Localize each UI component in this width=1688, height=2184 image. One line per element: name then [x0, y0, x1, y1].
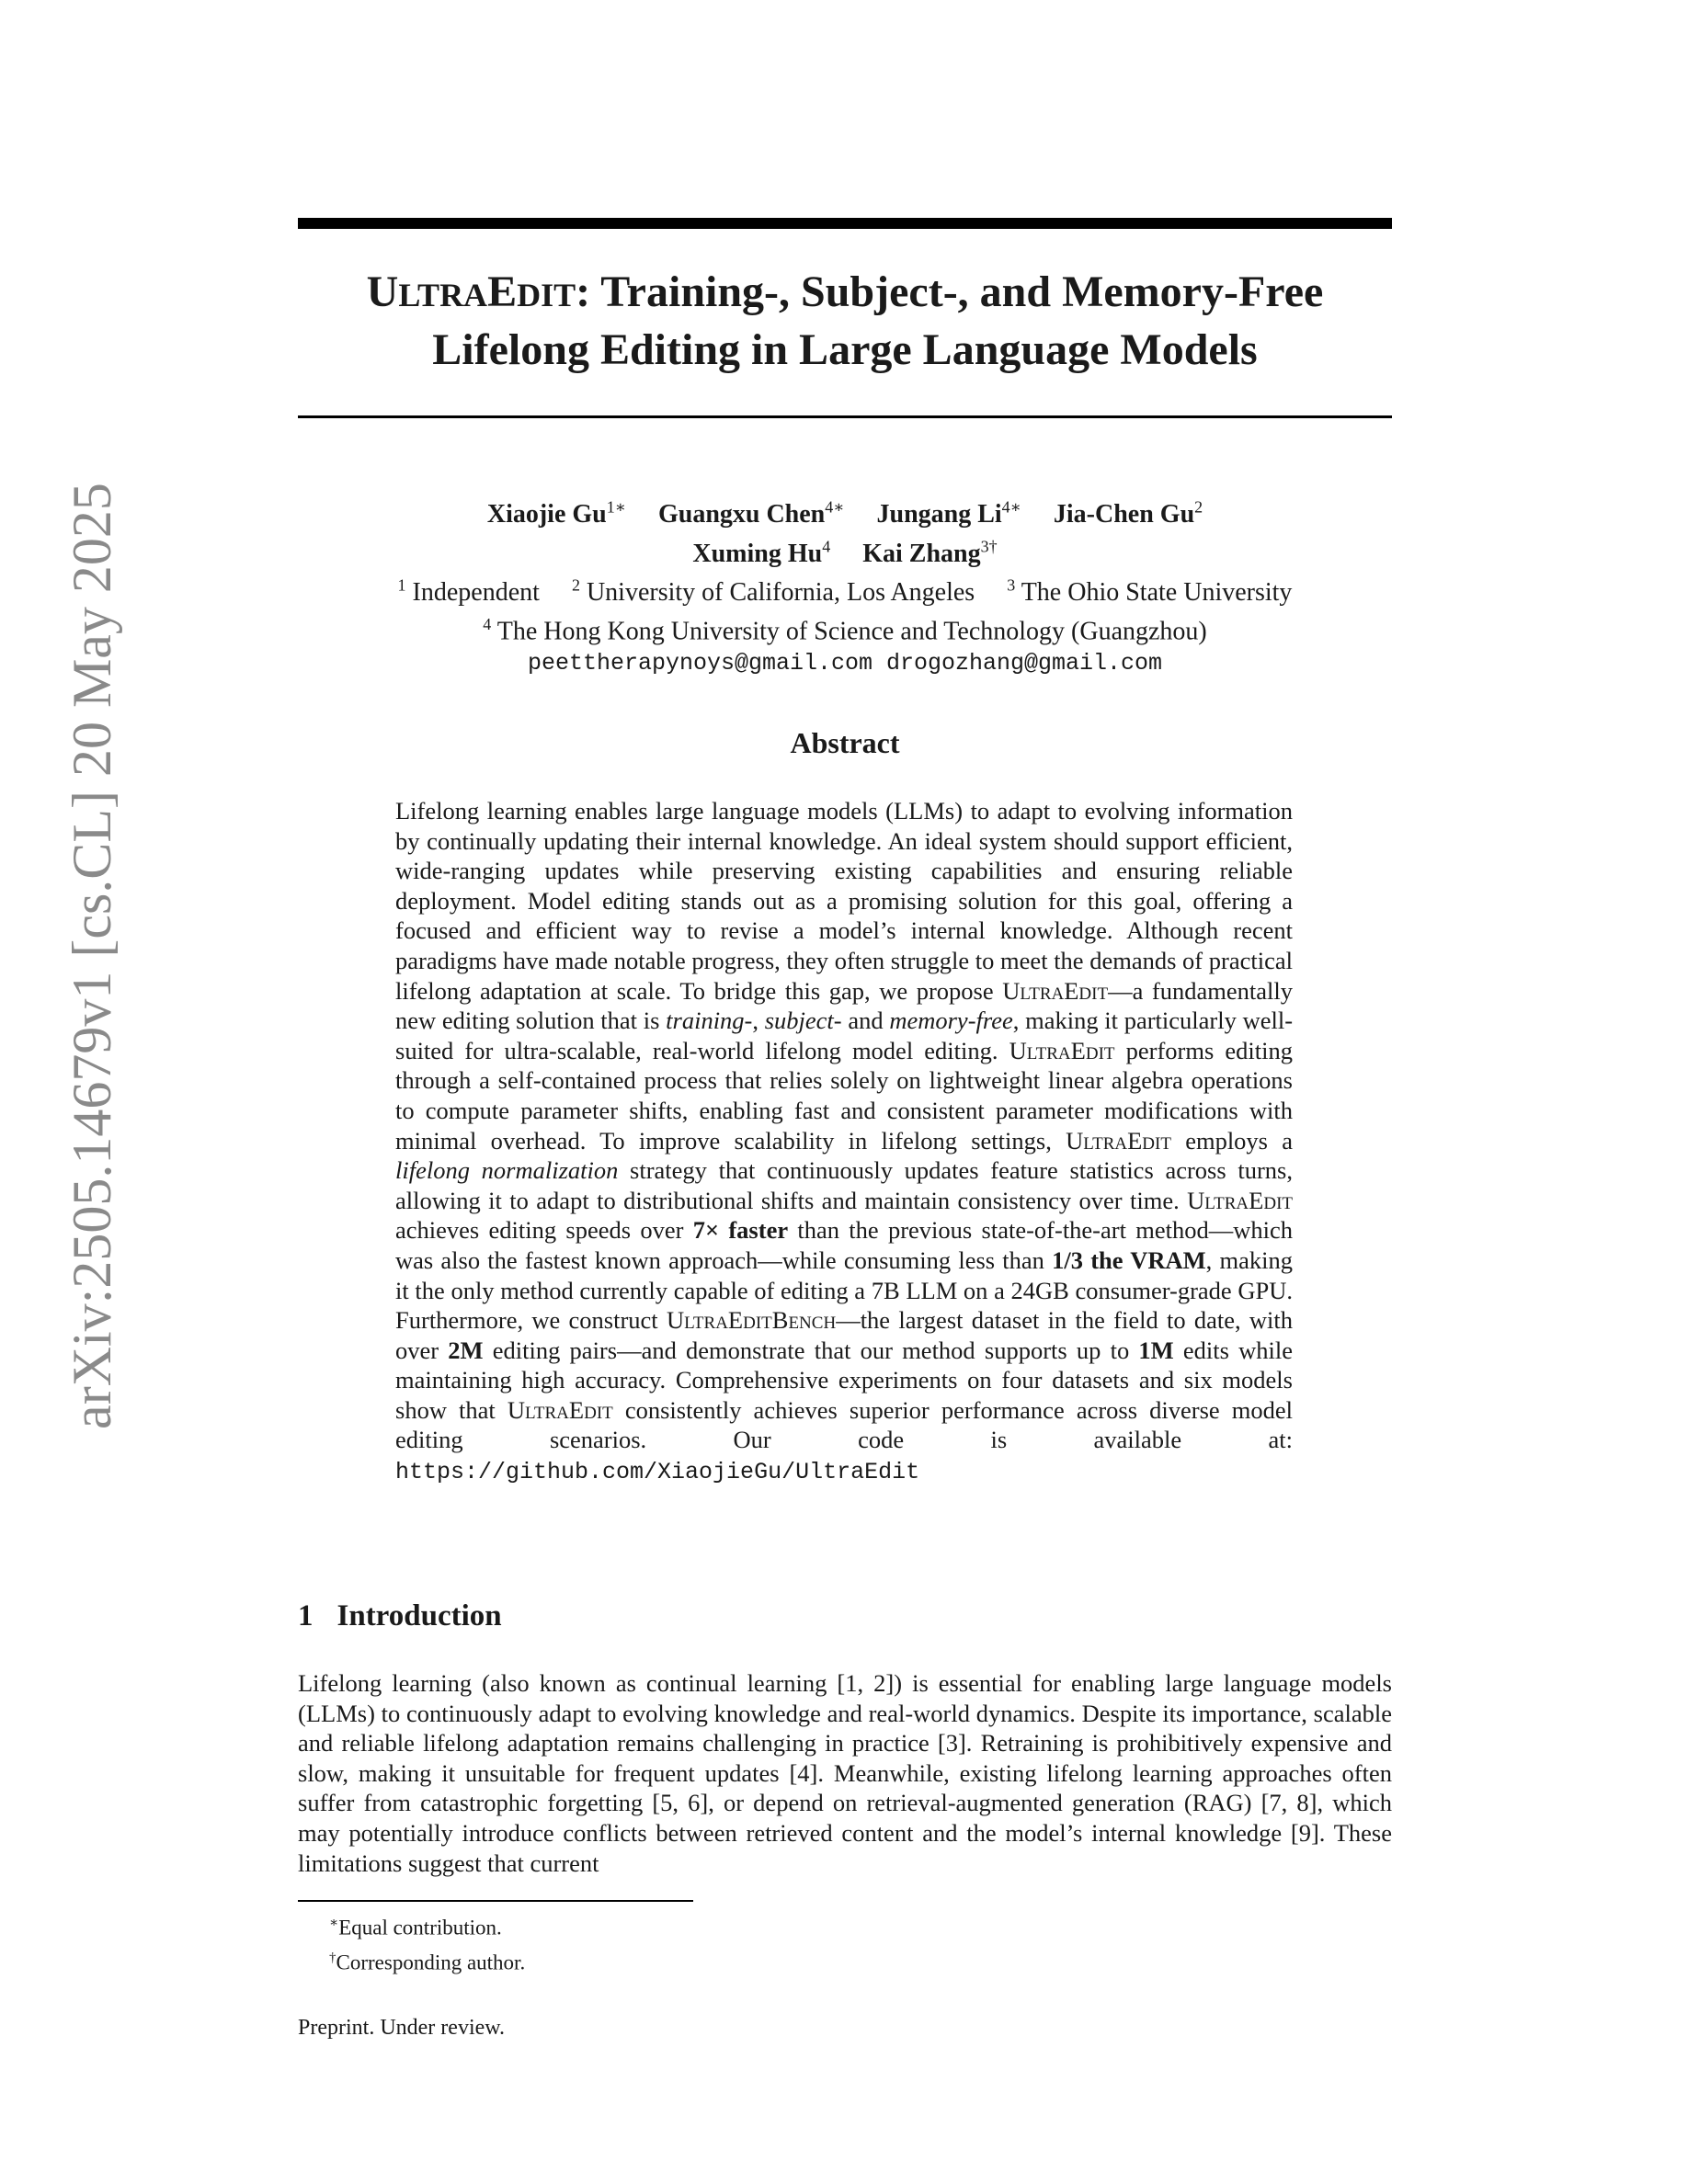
abstract-text: , [752, 1007, 765, 1035]
author [692, 537, 831, 568]
abstract-text: performs editing through a self-contained process that relies solely on lightweight linear algebra operations to compute parameter shifts, enabling fast and consistent parameter modifications with minimal overhead. To improve scalability in lifelong settings, [395, 1036, 1294, 1155]
footnote-text: Equal contribution. [338, 1916, 502, 1939]
affiliation-mark: 3 [1007, 575, 1016, 595]
author-row-2 [298, 530, 1392, 569]
title-sc-e: E [487, 267, 518, 316]
affiliation [1007, 575, 1293, 607]
author-row-1 [298, 492, 1392, 530]
title-line-2: Lifelong Editing in Large Language Models [432, 325, 1258, 374]
affiliation-row-2 [298, 609, 1392, 647]
title-line-1-rest: : Training-, Subject-, and Memory-Free [576, 267, 1324, 316]
preprint-notice: Preprint. Under review. [298, 2016, 506, 2040]
author [877, 500, 1021, 529]
title-line-1 [298, 265, 1392, 323]
footnote-text: Corresponding author. [336, 1951, 526, 1974]
abstract-text: than the previous state-of-the-art method—which was also the fastest known approach—while consuming less than [395, 1216, 1293, 1274]
abstract-bold: 7× faster [692, 1216, 789, 1245]
affiliation-mark: 1 [397, 575, 406, 595]
author-name: Xuming Hu [692, 539, 823, 568]
method-name: UltraEdit [1066, 1126, 1171, 1155]
abstract-italic: memory-free [889, 1007, 1013, 1035]
title-sc-ltra: LTRA [398, 277, 488, 313]
affiliation [571, 575, 975, 607]
author [1054, 500, 1203, 529]
title-sc-u: U [366, 267, 399, 316]
title-bottom-rule [298, 415, 1392, 418]
method-name: UltraEdit [1187, 1186, 1293, 1214]
footnote-rule [298, 1900, 693, 1902]
abstract-text: —a fundamentally new editing solution that is [395, 976, 1293, 1035]
title-top-rule [298, 218, 1392, 229]
section-number: 1 [298, 1599, 314, 1632]
abstract-text: consistently achieves superior performance across diverse model editing scenarios. Our code is available at: [395, 1395, 1294, 1454]
footnote-mark: ∗ [329, 1916, 339, 1930]
abstract-text: employs a [1170, 1126, 1294, 1155]
author [862, 537, 998, 568]
author-name: Kai Zhang [862, 539, 981, 568]
affiliation [397, 575, 540, 607]
section-title: Introduction [336, 1599, 502, 1632]
affiliation-row-1 [298, 570, 1392, 609]
footnote [329, 1908, 525, 1943]
footnote [329, 1943, 525, 1978]
author-name: Jia-Chen Gu [1053, 500, 1195, 529]
abstract-body [395, 796, 1293, 1488]
method-name: UltraEdit [507, 1395, 613, 1424]
abstract-text: Lifelong learning enables large language models (LLMs) to adapt to evolving information by continually updating their internal knowledge. An ideal system should support efficient, wide-ranging updates while preserving existing capabilities and ensuring reliable deployment. Model editing stands out as a promising solution for this goal, offering a focused and efficient way to revise a model’s internal knowledge. Although recent paradigms have made notable progress, they often struggle to meet the demands of practical lifelong adaptation at scale. To bridge this gap, we propose [395, 797, 1293, 1005]
footnotes [329, 1908, 525, 1977]
affiliation-name: Independent [412, 577, 540, 607]
abstract-italic: training- [666, 1007, 753, 1035]
author-name: Xiaojie Gu [486, 500, 607, 529]
abstract-text: achieves editing speeds over [395, 1216, 693, 1245]
method-name: UltraEdit [1002, 976, 1109, 1005]
author-mark: 4 [822, 537, 831, 556]
author-emails[interactable]: peettherapynoys@gmail.com drogozhang@gmail.com [527, 650, 1163, 677]
author-mark: 1∗ [606, 498, 626, 517]
abstract-italic: subject- [764, 1007, 842, 1035]
code-url-link[interactable]: https://github.com/XiaojieGu/UltraEdit [395, 1459, 920, 1486]
abstract-text: edits while maintaining high accuracy. Comprehensive experiments on four datasets and six models show that [395, 1336, 1293, 1424]
section-heading-introduction [298, 1599, 502, 1633]
author-name: Guangxu Chen [657, 500, 826, 529]
affiliation-name: The Hong Kong University of Science and Technology (Guangzhou) [496, 617, 1207, 646]
benchmark-name: UltraEditBench [666, 1306, 837, 1335]
arxiv-identifier: arXiv:2505.14679v1 [cs.CL] 20 May 2025 [62, 483, 122, 1429]
introduction-paragraph: Lifelong learning (also known as continual learning [1, 2]) is essential for enabling large language models (LLMs) to continuously adapt to evolving knowledge and real-world dynamics. Despite its importance, scalable and reliable lifelong adaptation remains challenging in practice [3]. Retraining is prohibitively expensive and slow, making it unsuitable for frequent updates [4]. Meanwhile, existing lifelong learning approaches often suffer from catastrophic forgetting [5, 6], or depend on retrieval-augmented generation (RAG) [7, 8], which may potentially introduce conflicts between retrieved content and the model’s internal knowledge [9]. These limitations suggest that current [298, 1669, 1392, 1877]
author-mark: 4∗ [1001, 498, 1021, 517]
affiliation-name: The Ohio State University [1021, 577, 1293, 607]
abstract-text: strategy that continuously updates feature statistics across turns, allowing it to adapt to distributional shifts and maintain consistency over time. [395, 1156, 1293, 1214]
affiliation-mark: 2 [571, 575, 580, 595]
title-sc-dit: DIT [517, 277, 576, 313]
author [487, 500, 626, 529]
author-mark: 4∗ [825, 498, 845, 517]
author [658, 500, 845, 529]
abstract-bold: 1/3 the VRAM [1052, 1246, 1206, 1274]
abstract-text: , making it the only method currently capable of editing a 7B LLM on a 24GB consumer-grade GPU. Furthermore, we construct [395, 1246, 1293, 1335]
author-mark: 3† [980, 537, 998, 556]
abstract-bold: 1M [1138, 1336, 1174, 1364]
affiliation-mark: 4 [483, 614, 492, 633]
author-block [298, 492, 1392, 679]
abstract-heading: Abstract [790, 726, 900, 759]
abstract-text: , making it particularly well-suited for ultra-scalable, real-world lifelong model editing. [395, 1007, 1294, 1064]
abstract-bold: 2M [448, 1336, 484, 1364]
affiliation-name: University of California, Los Angeles [586, 577, 975, 607]
abstract-text: —the largest dataset in the field to date, with over [395, 1306, 1293, 1364]
author-name: Jungang Li [876, 500, 1002, 529]
author-mark: 2 [1194, 498, 1203, 517]
paper-title [298, 265, 1392, 378]
abstract-text: and [841, 1007, 890, 1035]
footnote-mark: † [329, 1950, 336, 1965]
method-name: UltraEdit [1009, 1036, 1115, 1064]
abstract-text: editing pairs—and demonstrate that our method supports up to [483, 1336, 1139, 1364]
abstract-italic: lifelong normalization [395, 1156, 619, 1185]
